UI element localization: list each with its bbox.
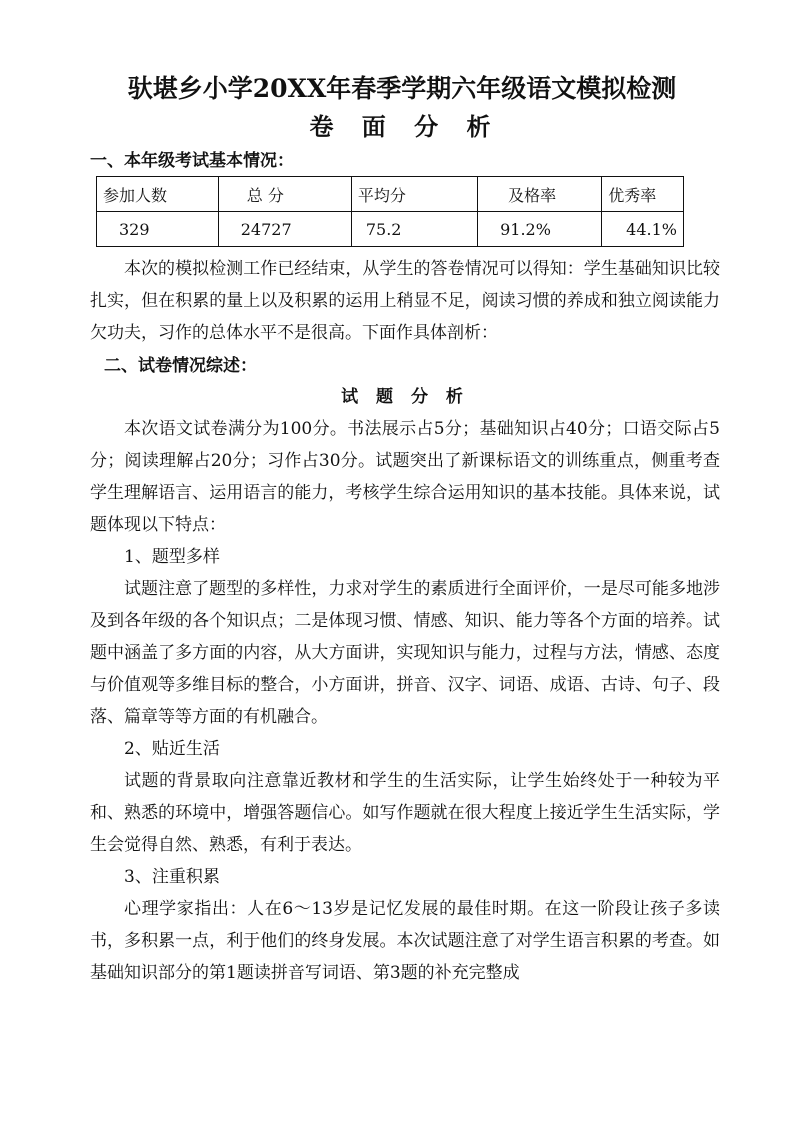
value-pass-rate: 91.2% bbox=[478, 212, 602, 247]
section-1-heading: 一、本年级考试基本情况： bbox=[90, 151, 294, 171]
point-2-text: 试题的背景取向注意靠近教材和学生的生活实际，让学生始终处于一种较为平和、熟悉的环境中，增强答题信心。如写作题就在很大程度上接近学生生活实际，学生会觉得自然、熟悉，有利于表达。 bbox=[90, 771, 720, 855]
value-total-score: 24727 bbox=[218, 212, 351, 247]
stats-header-row bbox=[97, 177, 684, 212]
point-2-title: 2、贴近生活 bbox=[124, 739, 220, 759]
header-total-score: 总 分 bbox=[218, 177, 351, 212]
value-average: 75.2 bbox=[351, 212, 477, 247]
stats-table bbox=[96, 176, 684, 247]
section-1-paragraph: 本次的模拟检测工作已经结束，从学生的答卷情况可以得知：学生基础知识比较扎实，但在积累的量上以及积累的运用上稍显不足，阅读习惯的养成和独立阅读能力欠功夫，习作的总体水平不是很高。下面作具体剖析： bbox=[90, 259, 720, 343]
stats-value-row bbox=[97, 212, 684, 247]
header-participants: 参加人数 bbox=[97, 177, 219, 212]
header-pass-rate: 及格率 bbox=[478, 177, 602, 212]
header-excellent-rate: 优秀率 bbox=[602, 177, 684, 212]
value-excellent-rate: 44.1% bbox=[602, 212, 684, 247]
point-3-text: 心理学家指出：人在6～13岁是记忆发展的最佳时期。在这一阶段让孩子多读书，多积累一点，利于他们的终身发展。本次试题注意了对学生语言积累的考查。如基础知识部分的第1题读拼音写词语、第3题的补充完整成 bbox=[90, 899, 720, 983]
point-1-text: 试题注意了题型的多样性，力求对学生的素质进行全面评价，一是尽可能多地涉及到各年级的各个知识点；二是体现习惯、情感、知识、能力等各个方面的培养。试题中涵盖了多方面的内容，从大方面讲，实现知识与能力，过程与方法，情感、态度与价值观等多维目标的整合，小方面讲，拼音、汉字、词语、成语、古诗、句子、段落、篇章等等方面的有机融合。 bbox=[90, 579, 720, 727]
document-page bbox=[90, 70, 720, 989]
section-2-heading: 二、试卷情况综述： bbox=[104, 356, 257, 376]
section-2-intro: 本次语文试卷满分为100分。书法展示占5分；基础知识占40分；口语交际占5分；阅读理解占20分；习作占30分。试题突出了新课标语文的训练重点，侧重考查学生理解语言、运用语言的能力，考核学生综合运用知识的基本技能。具体来说，试题体现以下特点： bbox=[90, 419, 720, 535]
test-analysis-heading: 试 题 分 析 bbox=[341, 387, 469, 407]
value-participants: 329 bbox=[97, 212, 219, 247]
document-subtitle: 卷 面 分 析 bbox=[309, 112, 501, 141]
document-title: 驮堪乡小学20XX年春季学期六年级语文模拟检测 bbox=[127, 74, 677, 103]
header-average: 平均分 bbox=[351, 177, 477, 212]
point-1-title: 1、题型多样 bbox=[124, 547, 220, 567]
point-3-title: 3、注重积累 bbox=[124, 867, 220, 887]
